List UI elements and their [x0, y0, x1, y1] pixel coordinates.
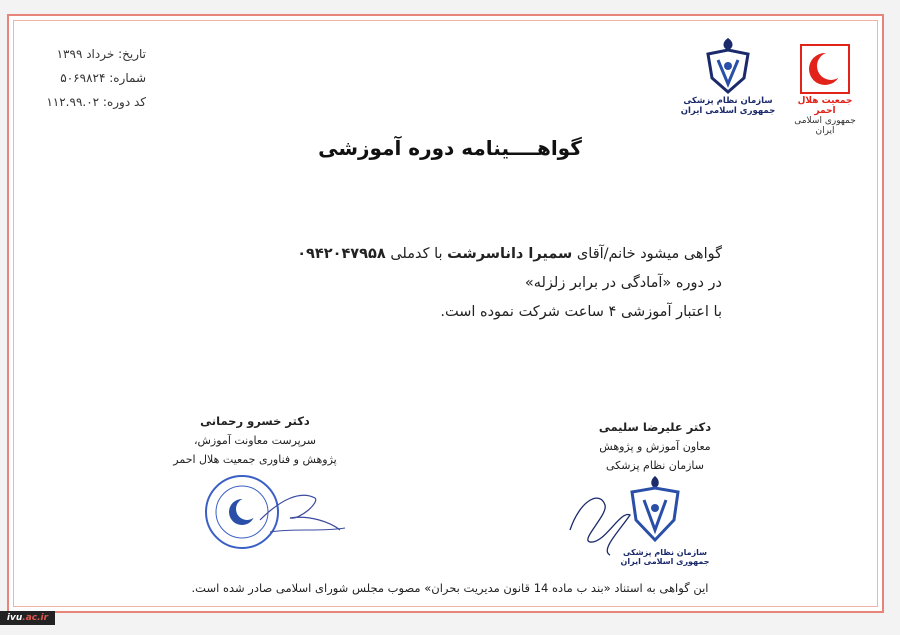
signatory-left	[160, 412, 350, 469]
body-line-1-prefix: گواهی میشود خانم/آقای	[572, 246, 722, 262]
signatory-right	[590, 418, 720, 475]
brand-suffix: .ac.ir	[22, 613, 49, 623]
body-line-2: در دوره «آمادگی در برابر زلزله»	[524, 275, 722, 291]
recipient-name: سمیرا داناسرشت	[447, 246, 573, 262]
signatory-right-role-2: سازمان نظام پزشکی	[605, 459, 705, 472]
body-line-1	[162, 240, 722, 269]
signatory-left-role-1: سرپرست معاونت آموزش،	[193, 434, 317, 447]
course-code-label: کد دوره: ۱۱۲.۹۹.۰۲	[46, 95, 146, 109]
medical-council-stamp-caption: سازمان نظام پزشکی جمهوری اسلامی ایران	[620, 548, 710, 566]
number-label: شماره: ۵۰۶۹۸۲۴	[60, 71, 146, 85]
certificate-title: گواهــــینامه دوره آموزشی	[318, 136, 582, 160]
body-line-3: با اعتبار آموزشی ۴ ساعت شرکت نموده است.	[440, 304, 722, 320]
signatory-right-name: دکتر علیرضا سلیمی	[598, 420, 712, 434]
body-line-1-mid: با کدملی	[385, 246, 448, 262]
certificate-footer: این گواهی به استناد «بند ب ماده 14 قانون مدیریت بحران» مصوب مجلس شورای اسلامی صادر شده است.	[191, 581, 709, 595]
medical-council-emblem-icon	[700, 34, 756, 96]
certificate-meta	[36, 42, 146, 114]
certificate-body	[162, 240, 722, 327]
site-brand	[0, 611, 55, 625]
signatory-left-name: دکتر خسرو رحمانی	[200, 414, 310, 428]
medical-council-logo	[668, 34, 788, 116]
national-id: ۰۹۴۲۰۴۷۹۵۸	[297, 246, 386, 262]
signatory-right-role-1: معاون آموزش و پژوهش	[599, 440, 711, 453]
red-crescent-stamp-icon	[200, 470, 360, 560]
signatory-left-role-2: پژوهش و فناوری جمعیت هلال احمر	[173, 453, 337, 466]
red-crescent-caption-1: جمعیت هلال احمر	[797, 96, 853, 116]
red-crescent-icon	[800, 44, 850, 94]
brand-prefix: ivu	[6, 613, 23, 623]
red-crescent-logo	[790, 44, 860, 136]
medical-council-caption: سازمان نظام پزشکی جمهوری اسلامی ایران	[680, 96, 776, 116]
red-crescent-caption-2: جمهوری اسلامی ایران	[794, 116, 856, 136]
date-label: تاریخ: خرداد ۱۳۹۹	[56, 47, 146, 61]
